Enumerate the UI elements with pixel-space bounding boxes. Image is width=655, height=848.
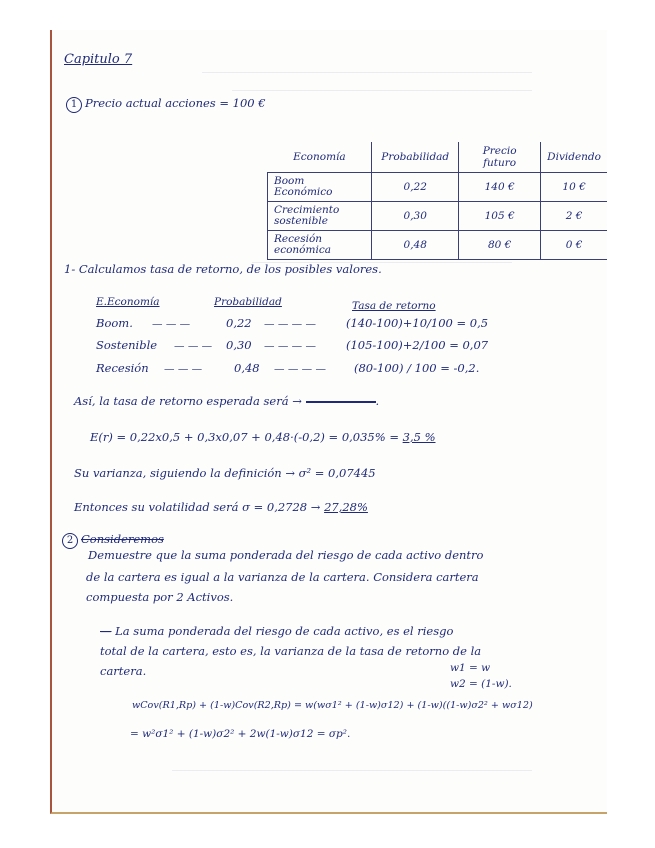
calc-probability: 0,48 bbox=[234, 361, 260, 375]
question-2-heading bbox=[62, 532, 164, 549]
table-cell: 2 € bbox=[541, 202, 607, 231]
variance-line: Su varianza, siguiendo la definición → σ² = 0,07445 bbox=[74, 466, 376, 480]
table-row bbox=[268, 173, 608, 202]
table-cell: 10 € bbox=[541, 173, 607, 202]
bleed-through-line bbox=[232, 90, 532, 91]
calc-header-return: Tasa de retorno bbox=[352, 300, 436, 312]
table-cell: 0,22 bbox=[372, 173, 459, 202]
expected-return-line bbox=[90, 430, 436, 444]
answer-line: cartera. bbox=[100, 664, 147, 678]
question-2-struck-word: Consideremos bbox=[81, 532, 164, 546]
calc-formula: (105-100)+2/100 = 0,07 bbox=[346, 338, 489, 352]
bleed-through-line bbox=[172, 770, 532, 771]
answer-line bbox=[100, 624, 453, 638]
table-cell: 0 € bbox=[541, 231, 607, 260]
calc-dashes: — — — bbox=[164, 363, 203, 375]
calc-formula: (80-100) / 100 = -0,2. bbox=[354, 361, 480, 375]
table-cell: 105 € bbox=[459, 202, 541, 231]
expected-return-intro: Así, la tasa de retorno esperada será → . bbox=[74, 394, 380, 408]
table-header: Dividendo bbox=[541, 142, 607, 173]
calc-header-economy: E.Economía bbox=[96, 296, 160, 308]
expected-intro-text: Así, la tasa de retorno esperada será bbox=[74, 394, 289, 408]
table-cell: 0,48 bbox=[372, 231, 459, 260]
proof-line-1: wCov(R1,Rp) + (1-w)Cov(R2,Rp) = w(wσ1² + (1-w)σ12) + (1-w)((1-w)σ2² + wσ12) bbox=[132, 700, 533, 711]
volatility-result: 27,28% bbox=[324, 500, 368, 514]
calc-scenario: Boom. bbox=[96, 316, 133, 330]
answer-struck-word: — bbox=[100, 624, 112, 638]
calc-dashes: — — — — bbox=[274, 363, 327, 375]
weight-2: w2 = (1-w). bbox=[450, 678, 512, 690]
question-1 bbox=[66, 96, 266, 113]
calc-dashes: — — — bbox=[174, 340, 213, 352]
answer-line: total de la cartera, esto es, la varianza de la tasa de retorno de la bbox=[100, 644, 482, 658]
table-header: Probabilidad bbox=[372, 142, 459, 173]
chapter-title: Capitulo 7 bbox=[64, 52, 133, 67]
question-2-line: compuesta por 2 Activos. bbox=[86, 590, 234, 604]
table-cell: Recesión económica bbox=[268, 231, 372, 260]
calc-scenario: Sostenible bbox=[96, 338, 158, 352]
proof-line-2: = w²σ1² + (1-w)σ2² + 2w(1-w)σ12 = σp². bbox=[130, 728, 351, 740]
table-cell: Crecimiento sostenible bbox=[268, 202, 372, 231]
calc-probability: 0,22 bbox=[226, 316, 252, 330]
table-header: Precio futuro bbox=[459, 142, 541, 173]
table-row bbox=[268, 231, 608, 260]
question-2-number: 2 bbox=[62, 533, 78, 549]
scenario-table bbox=[267, 142, 607, 260]
table-cell: 140 € bbox=[459, 173, 541, 202]
calc-dashes: — — — — bbox=[264, 340, 317, 352]
calc-scenario: Recesión bbox=[96, 361, 149, 375]
table-header: Economía bbox=[268, 142, 372, 173]
calc-header-probability: Probabilidad bbox=[214, 296, 282, 308]
step-1-text: 1- Calculamos tasa de retorno, de los posibles valores. bbox=[64, 262, 382, 276]
question-1-number: 1 bbox=[66, 97, 82, 113]
table-cell: 0,30 bbox=[372, 202, 459, 231]
calc-formula: (140-100)+10/100 = 0,5 bbox=[346, 316, 489, 330]
calc-dashes: — — — bbox=[152, 318, 191, 330]
bleed-through-line bbox=[202, 72, 532, 73]
weight-1: w1 = w bbox=[450, 662, 491, 674]
table-cell: Boom Económico bbox=[268, 173, 372, 202]
question-2-line: Demuestre que la suma ponderada del riesgo de cada activo dentro bbox=[88, 548, 484, 562]
answer-text: La suma ponderada del riesgo de cada activo, es el riesgo bbox=[115, 624, 454, 638]
table-cell: 80 € bbox=[459, 231, 541, 260]
expected-formula: E(r) = 0,22x0,5 + 0,3x0,07 + 0,48·(-0,2) = 0,035% = bbox=[90, 430, 399, 444]
calc-probability: 0,30 bbox=[226, 338, 252, 352]
scribbled-out-text bbox=[306, 401, 376, 403]
volatility-line bbox=[74, 500, 368, 514]
notebook-page bbox=[50, 30, 607, 814]
volatility-text: Entonces su volatilidad será σ = 0,2728 → bbox=[74, 500, 321, 514]
question-2-line: de la cartera es igual a la varianza de la cartera. Considera cartera bbox=[86, 570, 479, 584]
expected-result: 3,5 % bbox=[402, 430, 436, 444]
question-1-text: Precio actual acciones = 100 € bbox=[85, 96, 266, 110]
table-header-row bbox=[268, 142, 608, 173]
table-row bbox=[268, 202, 608, 231]
calc-dashes: — — — — bbox=[264, 318, 317, 330]
